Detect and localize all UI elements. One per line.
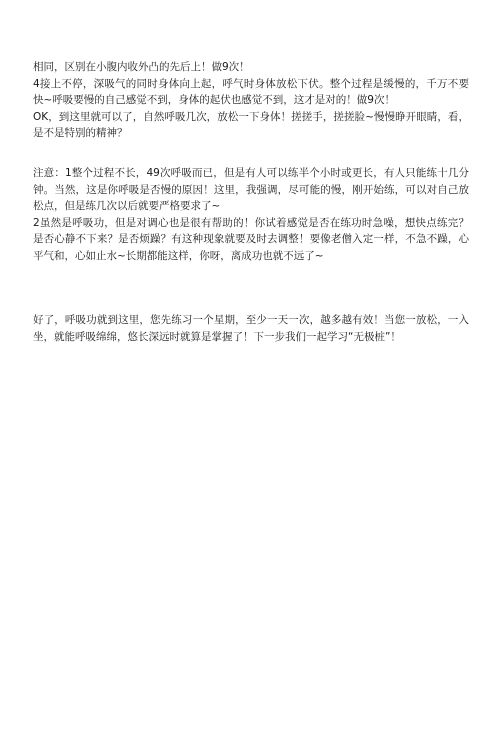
paragraph: 4接上不停，深吸气的同时身体向上起，呼气时身体放松下伏。整个过程是缓慢的，千万不要快~呼吸要慢的自己感觉不到，身体的起伏也感觉不到，这才是对的！做9次！ <box>33 77 469 106</box>
text-block-conclusion <box>33 312 469 345</box>
text-block-notes <box>33 165 469 264</box>
paragraph: 好了，呼吸功就到这里，您先练习一个星期，至少一天一次，越多越有效！当您一放松，一入坐，就能呼吸绵绵，悠长深远时就算是掌握了！下一步我们一起学习“无极桩”！ <box>33 314 469 343</box>
text-block-intro <box>33 59 469 142</box>
paragraph: 相同，区别在小腹内收外凸的先后上！做9次！ <box>33 61 250 73</box>
paragraph: OK，到这里就可以了，自然呼吸几次，放松一下身体！搓搓手，搓搓脸~慢慢睁开眼睛，看，是不是特别的精神？ <box>33 110 469 139</box>
paragraph: 2虽然是呼吸功，但是对调心也是很有帮助的！你试着感觉是否在练功时急噪，想快点练完？是否心静不下来？是否烦躁？有这种现象就要及时去调整！要像老僧入定一样，不急不躁，心平气和，心如止水~长期都能这样，你呀，离成功也就不远了~ <box>33 216 469 262</box>
paragraph: 注意：1整个过程不长，49次呼吸而已，但是有人可以练半个小时或更长，有人只能练十几分钟。当然，这是你呼吸是否慢的原因！这里，我强调，尽可能的慢，刚开始练，可以对自己放松点，但是练几次以后就要严格要求了~ <box>33 167 469 212</box>
